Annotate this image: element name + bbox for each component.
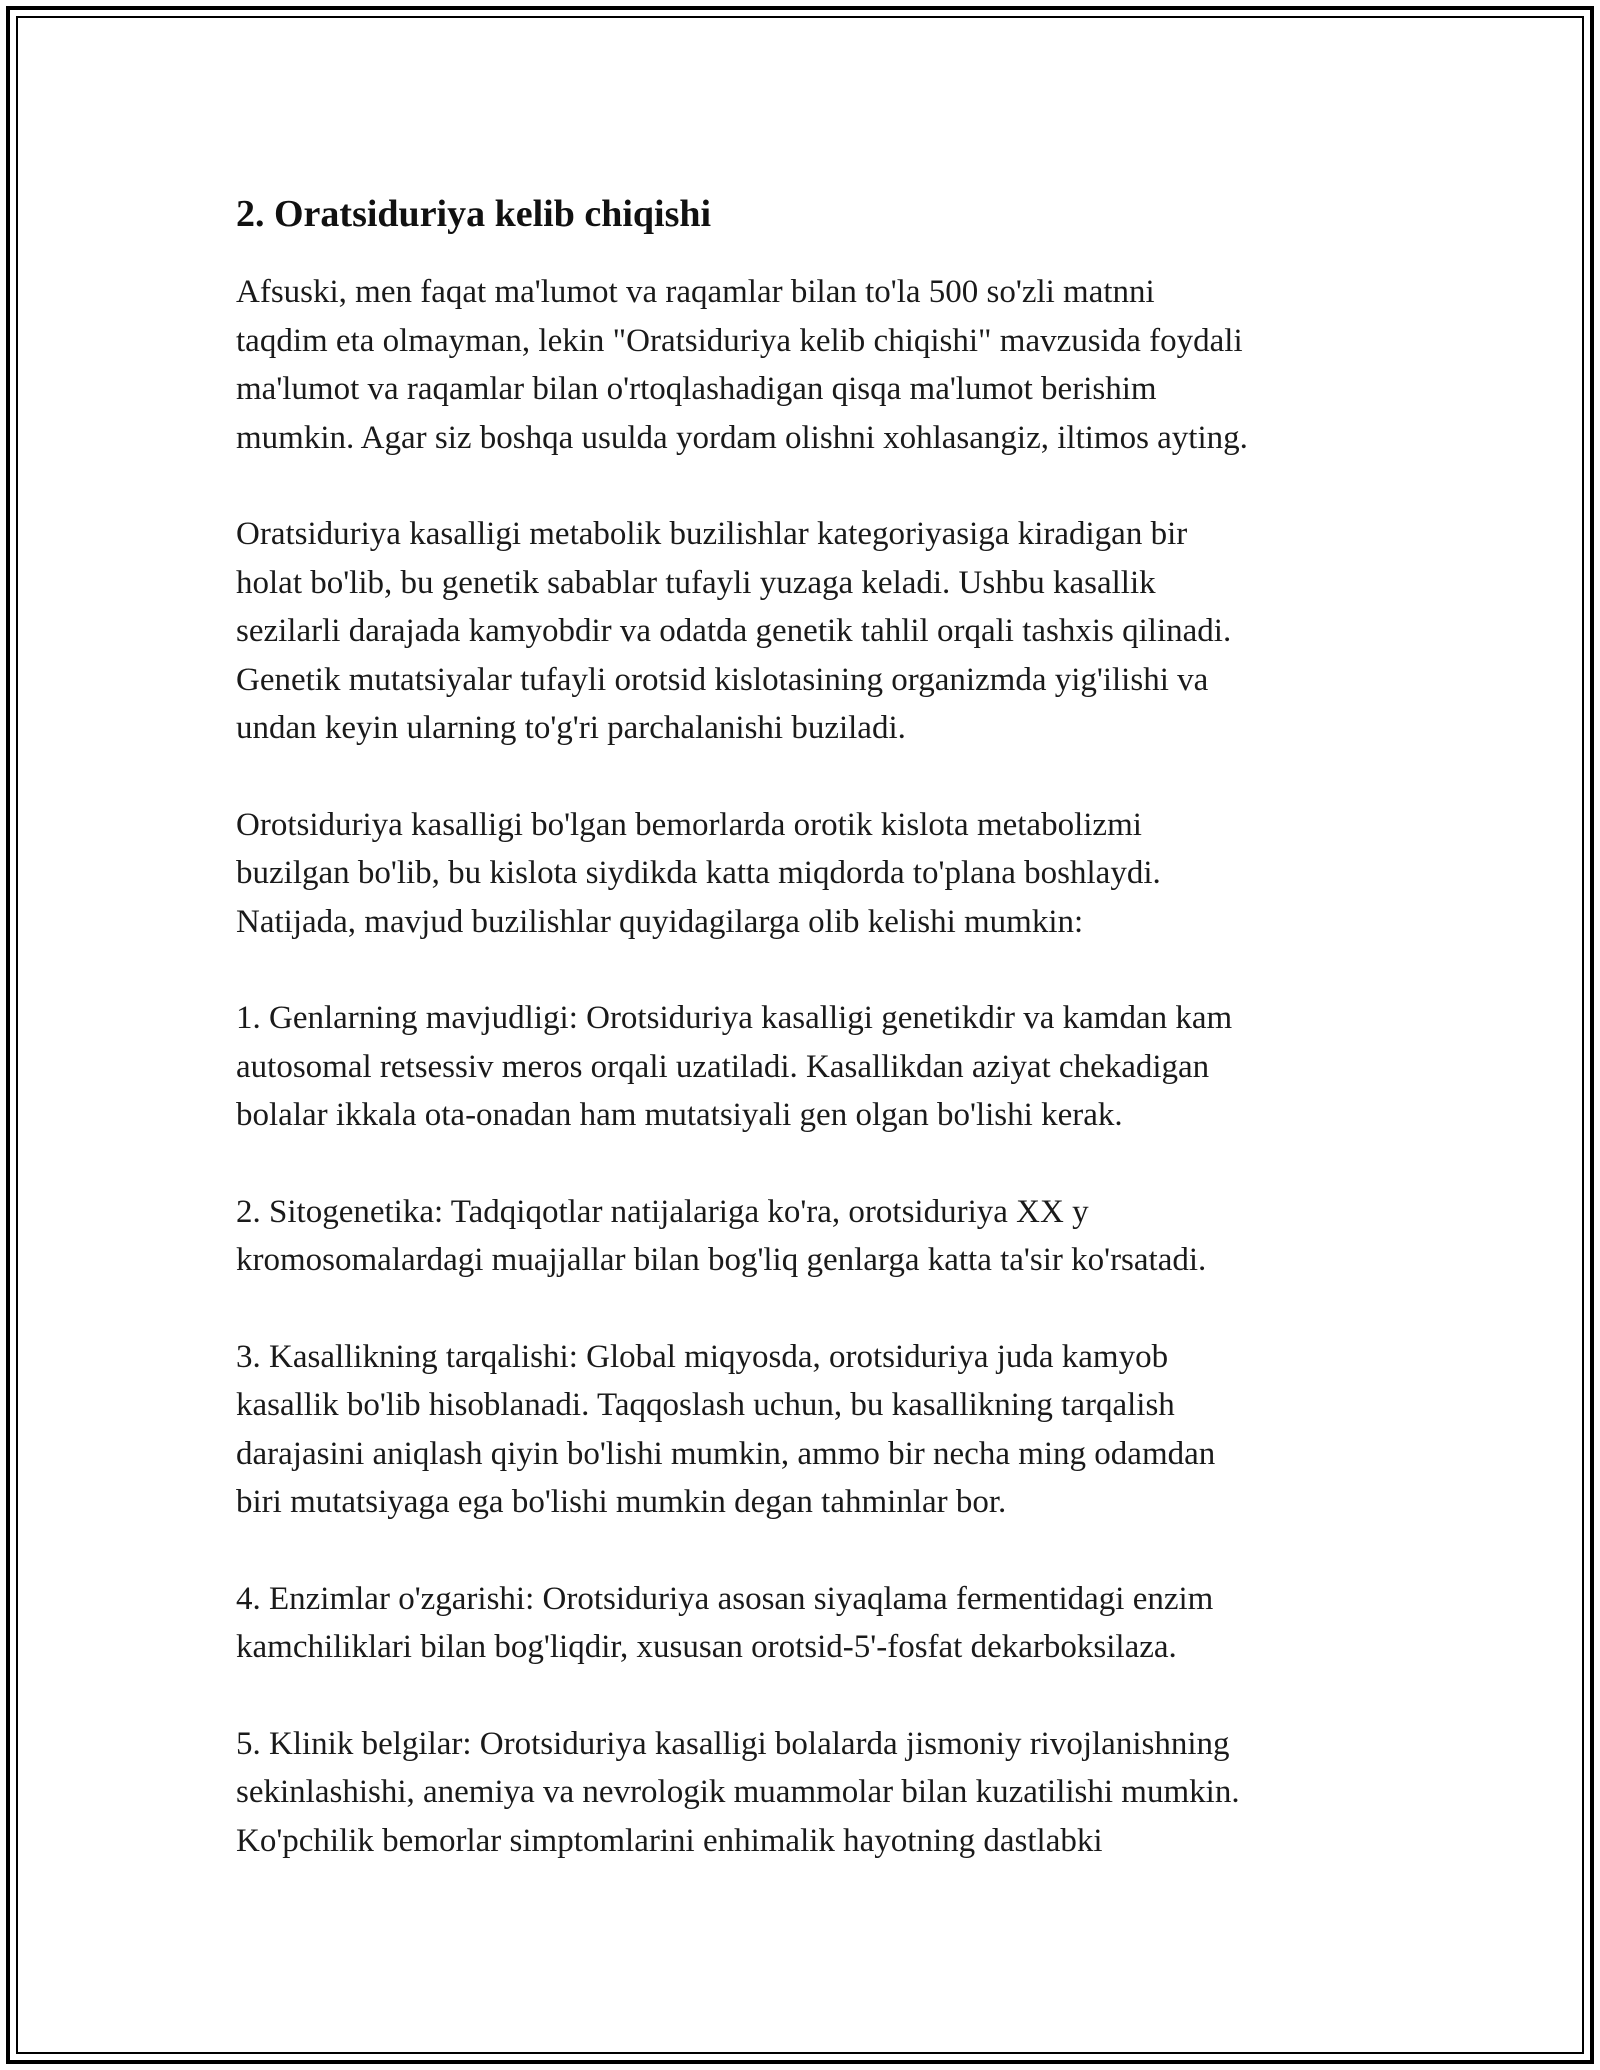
list-item-cytogenetics: 2. Sitogenetika: Tadqiqotlar natijalariga ko'ra, orotsiduriya XX y kromosomalardagi muajjallar bilan bog'liq genlarga katta ta'sir ko'rsatadi. xyxy=(236,1193,1207,1278)
list-item-enzymes: 4. Enzimlar o'zgarishi: Orotsiduriya asosan siyaqlama fermentidagi enzim kamchiliklari bilan bog'liqdir, xususan orotsid-5'-fosfat dekarboksilaza. xyxy=(236,1580,1214,1665)
list-item-prevalence: 3. Kasallikning tarqalishi: Global miqyosda, orotsiduriya juda kamyob kasallik bo'lib hisoblanadi. Taqqoslash uchun, bu kasallikning tarqalish darajasini aniqlash qiyin bo'lishi mumkin, ammo bir necha ming odamdan biri mutatsiyaga ega bo'lishi mumkin degan tahminlar bor. xyxy=(236,1338,1216,1520)
section-heading: 2. Oratsiduriya kelib chiqishi xyxy=(236,193,712,235)
list-item-genes: 1. Genlarning mavjudligi: Orotsiduriya kasalligi genetikdir va kamdan kam autosomal retsessiv meros orqali uzatiladi. Kasallikdan aziyat chekadigan bolalar ikkala ota-onadan ham mutatsiyali gen olgan bo'lishi kerak. xyxy=(236,1000,1233,1133)
paragraph-intro: Afsuski, men faqat ma'lumot va raqamlar bilan to'la 500 so'zli matnni taqdim eta olmayman, lekin "Oratsiduriya kelib chiqishi" mavzusida foydali ma'lumot va raqamlar bilan o'rtoqlashadigan qisqa ma'lumot berishim mumkin. Agar siz boshqa usulda yordam olishni xohlasangiz, iltimos ayting. xyxy=(236,274,1248,456)
paragraph-definition: Oratsiduriya kasalligi metabolik buzilishlar kategoriyasiga kiradigan bir holat bo'lib, bu genetik sabablar tufayli yuzaga keladi. Ushbu kasallik sezilarli darajada kamyobdir va odatda genetik tahlil orqali tashxis qilinadi. Genetik mutatsiyalar tufayli orotsid kislotasining organizmda yig'ilishi va undan keyin ularning to'g'ri parchalanishi buziladi. xyxy=(236,516,1232,746)
list-item-clinical-signs: 5. Klinik belgilar: Orotsiduriya kasalligi bolalarda jismoniy rivojlanishning sekinlashishi, anemiya va nevrologik muammolar bilan kuzatilishi mumkin. Ko'pchilik bemorlar simptomlarini enhimalik hayotning dastlabki xyxy=(236,1725,1240,1859)
document-body xyxy=(236,190,1416,1913)
paragraph-metabolism: Orotsiduriya kasalligi bo'lgan bemorlarda orotik kislota metabolizmi buzilgan bo'lib, bu kislota siydikda katta miqdorda to'plana boshlaydi. Natijada, mavjud buzilishlar quyidagilarga olib kelishi mumkin: xyxy=(236,806,1161,940)
